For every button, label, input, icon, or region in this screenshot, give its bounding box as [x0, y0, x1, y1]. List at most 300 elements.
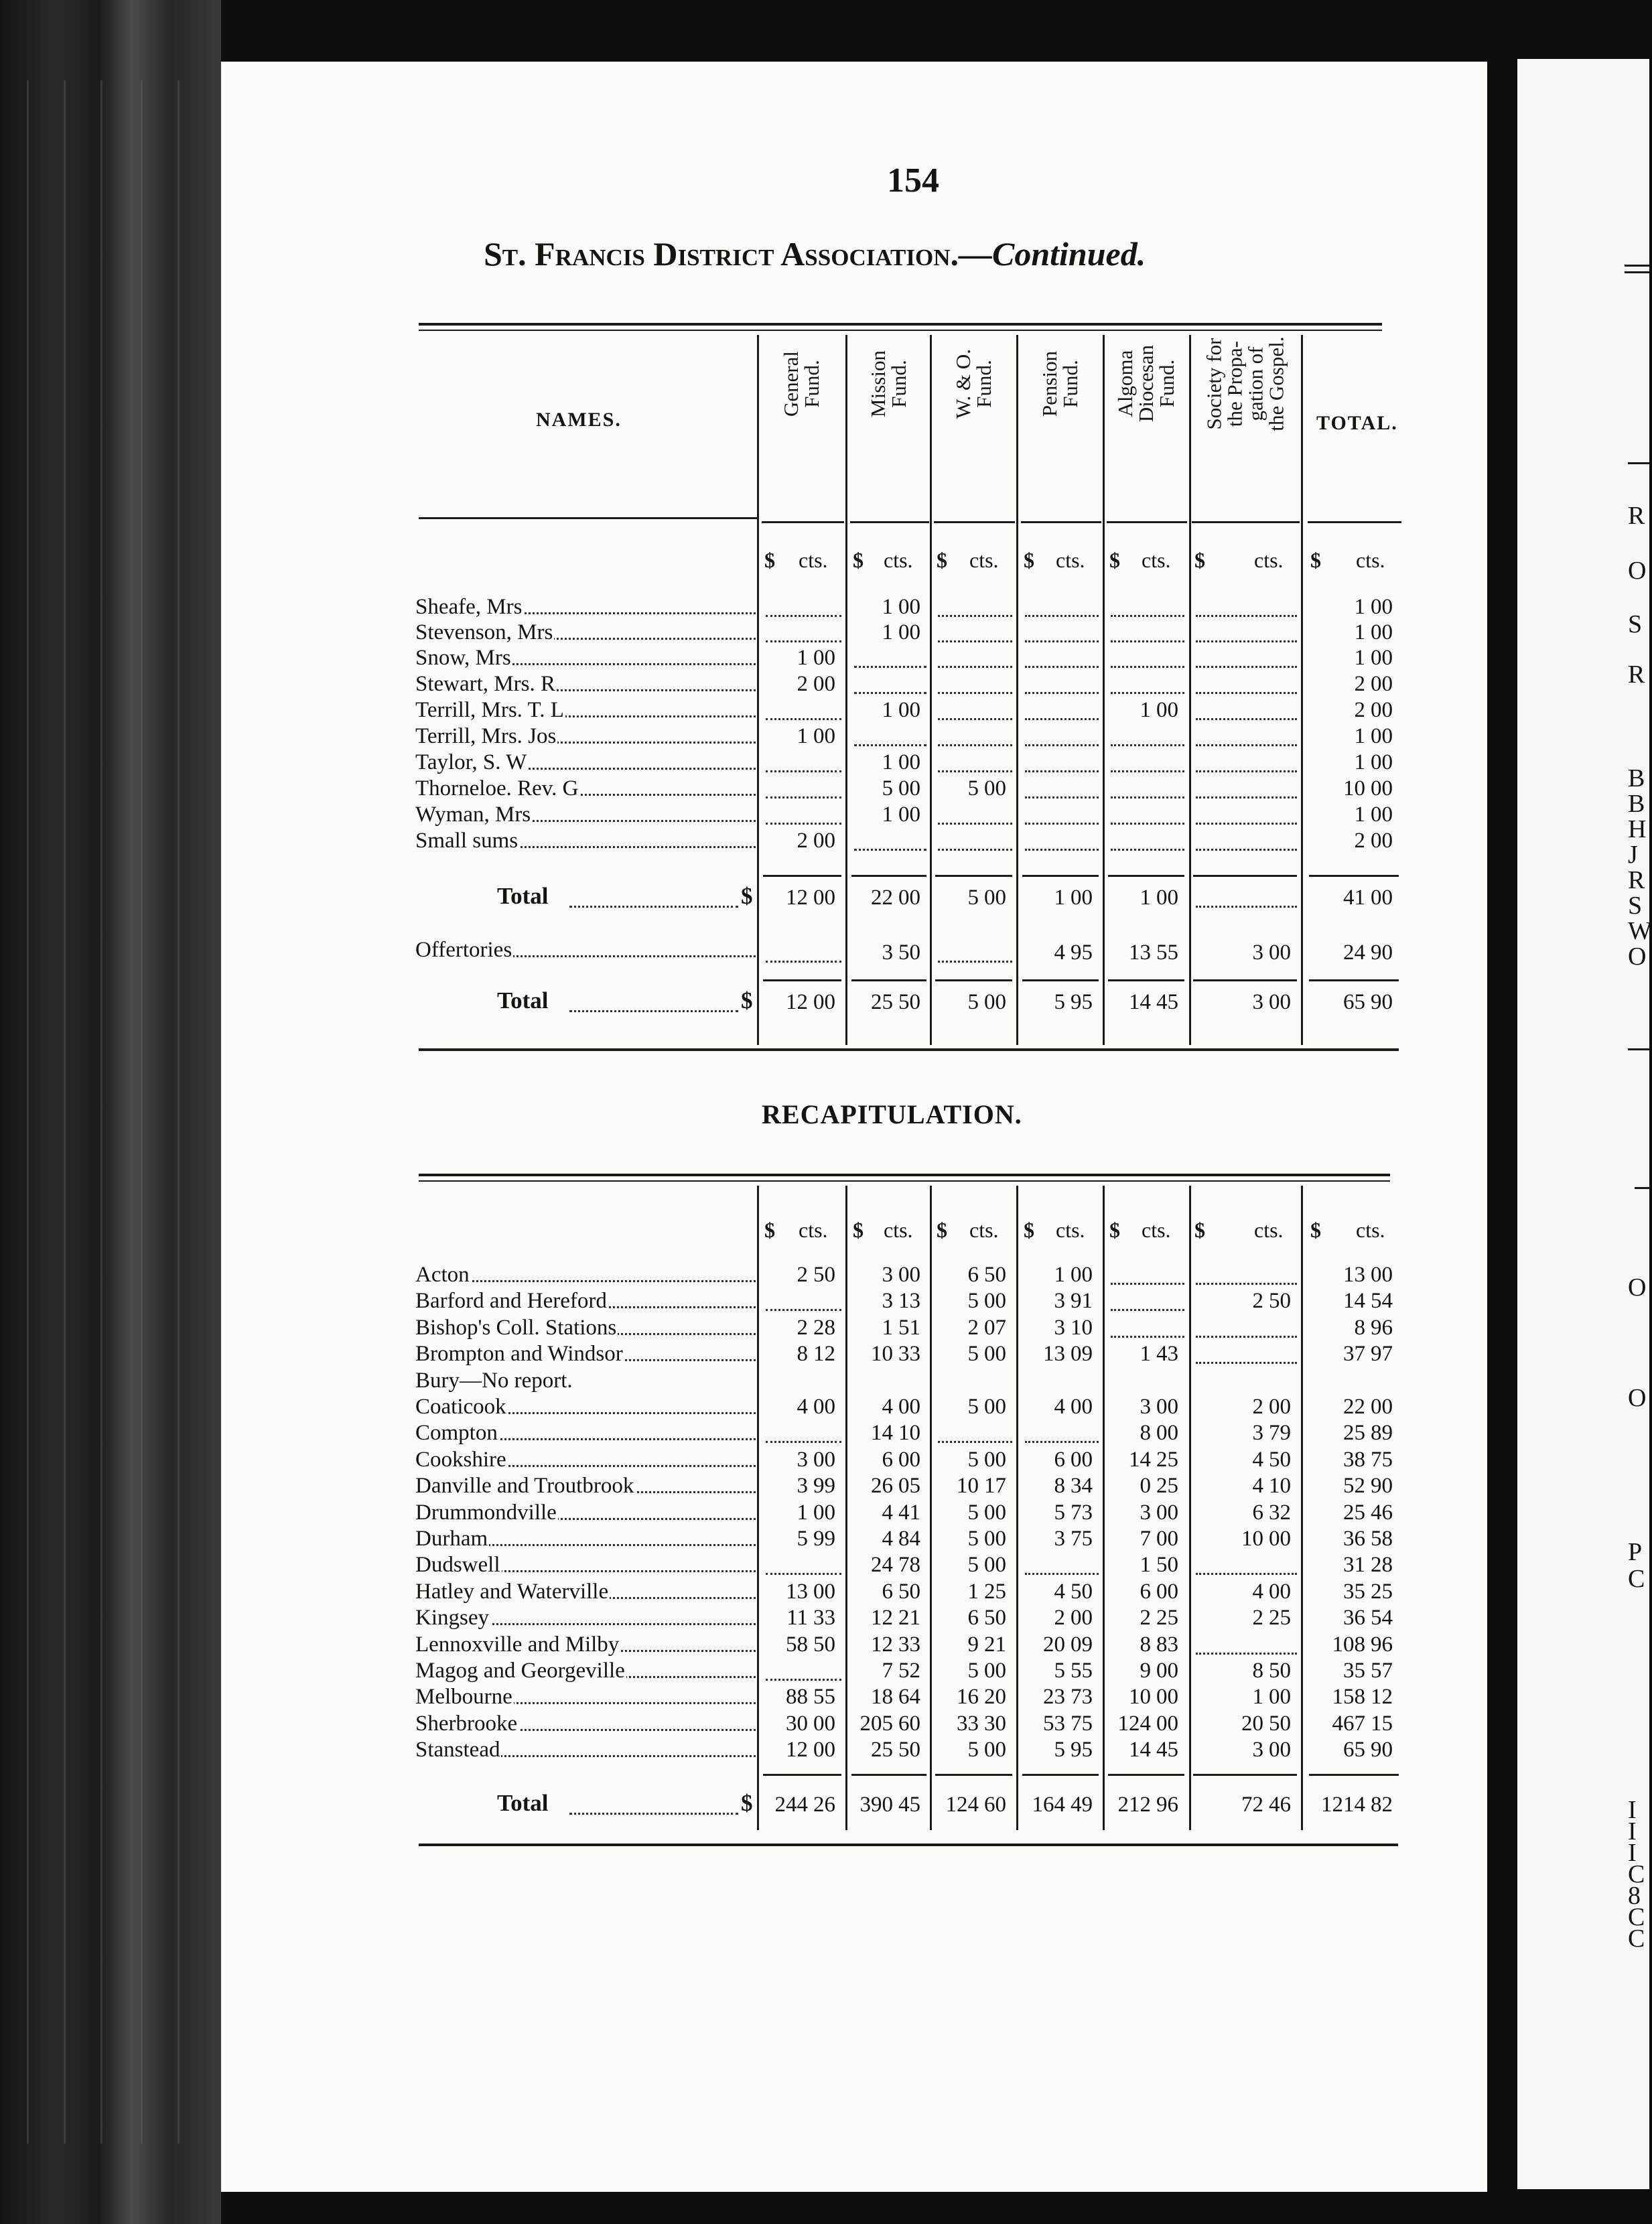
adjacent-page-letter: I	[1628, 1839, 1637, 1867]
cents-unit: cts.	[799, 1218, 828, 1242]
amount-dollars: 10	[1241, 1527, 1263, 1551]
column-divider	[930, 335, 932, 1045]
amount-cents: 00	[813, 1395, 835, 1419]
empty-cell-leader	[938, 640, 1012, 642]
empty-cell-leader	[1196, 615, 1297, 617]
amount-dollars: 1	[1252, 1685, 1263, 1709]
amount-dollars: 5	[967, 1659, 979, 1683]
amount-dollars: 124	[945, 1793, 979, 1817]
grand-total-rule	[1022, 1774, 1099, 1776]
column-divider	[1103, 1186, 1105, 1830]
amount-dollars: 2	[1354, 698, 1365, 722]
empty-cell-leader	[1025, 666, 1099, 668]
empty-cell-leader	[938, 744, 1012, 746]
adjacent-page-letter: C	[1628, 1925, 1645, 1953]
amount-dollars: 20	[1241, 1712, 1263, 1736]
amount-dollars: 1	[1054, 886, 1065, 910]
amount-cents: 25	[1156, 1606, 1178, 1630]
amount-dollars: 5	[967, 1448, 979, 1472]
empty-cell-leader	[1025, 849, 1099, 851]
amount-dollars: 164	[1032, 1793, 1065, 1817]
empty-cell-leader	[1196, 1573, 1297, 1575]
row-name	[415, 1527, 756, 1551]
amount-cents: 82	[1371, 1793, 1393, 1817]
dollar-unit: $	[1024, 548, 1034, 572]
amount-dollars: 1	[1354, 803, 1365, 827]
amount-dollars: 8	[1140, 1632, 1151, 1657]
amount-cents: 83	[1156, 1632, 1178, 1657]
subtotal-rule	[1309, 875, 1399, 877]
table-top-rule-thin	[419, 330, 1382, 331]
amount-cents: 00	[984, 1501, 1006, 1525]
adjacent-page-letter: S	[1628, 610, 1643, 638]
amount-dollars: 1	[797, 646, 808, 670]
amount-dollars: 8	[797, 1342, 808, 1366]
empty-cell-leader	[1025, 770, 1099, 772]
amount-dollars: 3	[1252, 1738, 1263, 1762]
amount-dollars: 8	[1140, 1421, 1151, 1445]
empty-cell-leader	[938, 615, 1012, 617]
name-label: Coaticook	[415, 1395, 506, 1419]
amount-cents: 45	[1156, 990, 1178, 1014]
amount-dollars: 14	[871, 1421, 893, 1445]
column-header-line: General	[779, 350, 803, 417]
amount-dollars: 1	[882, 803, 893, 827]
amount-cents: 00	[813, 829, 835, 853]
column-divider	[1301, 1186, 1303, 1830]
amount-cents: 00	[1269, 1527, 1291, 1551]
amount-dollars: 1	[882, 595, 893, 619]
row-name	[415, 1369, 756, 1393]
row-name	[415, 1501, 756, 1525]
amount-dollars: 5	[967, 1738, 979, 1762]
subtotal-rule	[1193, 979, 1297, 981]
row-name	[415, 1421, 756, 1446]
column-header-line: Mission	[866, 350, 890, 417]
amount-cents: 00	[984, 776, 1006, 801]
recap-top-rule-thin	[419, 1180, 1390, 1182]
name-label: Compton	[415, 1421, 498, 1445]
empty-cell-leader	[1196, 1653, 1297, 1655]
amount-cents: 00	[1071, 1263, 1093, 1287]
amount-dollars: 8	[1054, 1474, 1065, 1498]
amount-dollars: 13	[1343, 1263, 1365, 1287]
amount-dollars: 36	[1343, 1606, 1365, 1630]
name-label: Acton	[415, 1263, 470, 1287]
adjacent-page-letter: O	[1628, 1273, 1647, 1302]
amount-dollars: 6	[1140, 1580, 1151, 1604]
amount-dollars: 22	[871, 886, 893, 910]
amount-cents: 00	[984, 1395, 1006, 1419]
name-label: Sheafe, Mrs	[415, 595, 523, 619]
amount-cents: 00	[813, 1501, 835, 1525]
amount-dollars: 4	[1054, 1395, 1065, 1419]
amount-dollars: 8	[1354, 1316, 1365, 1340]
amount-cents: 78	[898, 1553, 920, 1577]
amount-cents: 90	[1371, 941, 1393, 965]
cents-unit: cts.	[1056, 548, 1085, 572]
cents-unit: cts.	[884, 1218, 913, 1242]
amount-dollars: 33	[957, 1712, 979, 1736]
amount-cents: 50	[898, 941, 920, 965]
dollar-unit: $	[853, 1218, 864, 1242]
amount-dollars: 24	[871, 1553, 893, 1577]
empty-cell-leader	[1196, 718, 1297, 720]
amount-cents: 43	[1156, 1342, 1178, 1366]
amount-cents: 07	[984, 1316, 1006, 1340]
amount-dollars: 52	[1343, 1474, 1365, 1498]
amount-dollars: 4	[882, 1527, 893, 1551]
amount-cents: 84	[898, 1527, 920, 1551]
empty-cell-leader	[938, 1441, 1012, 1443]
amount-dollars: 4	[1252, 1580, 1263, 1604]
amount-dollars: 1214	[1321, 1793, 1365, 1817]
adjacent-page-letter: O	[1628, 943, 1647, 971]
amount-dollars: 2	[797, 829, 808, 853]
amount-cents: 00	[984, 990, 1006, 1014]
header-bottom-rule	[934, 521, 1015, 523]
amount-dollars: 1	[1140, 1342, 1151, 1366]
amount-cents: 15	[1371, 1712, 1393, 1736]
empty-cell-leader	[1025, 823, 1099, 825]
title-main: St. Francis District Association.	[484, 235, 959, 273]
name-label: Lennoxville and Milby	[415, 1632, 620, 1657]
amount-cents: 00	[1371, 829, 1393, 853]
adjacent-page-letter: P	[1628, 1538, 1643, 1566]
adjacent-page-rule	[1628, 1048, 1649, 1050]
amount-cents: 33	[898, 1632, 920, 1657]
column-header-line: Fund.	[1058, 359, 1082, 408]
title-continued: —Continued.	[958, 235, 1146, 273]
amount-cents: 33	[813, 1606, 835, 1630]
amount-dollars: 3	[1140, 1501, 1151, 1525]
amount-cents: 00	[1071, 1395, 1093, 1419]
amount-dollars: 124	[1117, 1712, 1151, 1736]
empty-cell-leader	[938, 961, 1012, 963]
empty-cell-leader	[1196, 1362, 1297, 1364]
amount-dollars: 1	[882, 698, 893, 722]
name-label: Stevenson, Mrs	[415, 620, 553, 644]
amount-dollars: 10	[871, 1342, 893, 1366]
column-header	[1167, 336, 1324, 431]
amount-cents: 54	[1371, 1289, 1393, 1313]
adjacent-page-letter: O	[1628, 557, 1647, 585]
empty-cell-leader	[766, 1679, 841, 1681]
amount-cents: 05	[898, 1474, 920, 1498]
empty-cell-leader	[1196, 1283, 1297, 1285]
grand-total-rule	[763, 1774, 841, 1776]
amount-dollars: 18	[871, 1685, 893, 1709]
row-name	[415, 829, 756, 853]
amount-dollars: 5	[797, 1527, 808, 1551]
dollar-unit: $	[1109, 548, 1120, 572]
amount-cents: 00	[1156, 1580, 1178, 1604]
amount-dollars: 9	[967, 1632, 979, 1657]
subtotal-rule	[1193, 875, 1297, 877]
amount-dollars: 30	[786, 1712, 808, 1736]
amount-dollars: 4	[797, 1395, 808, 1419]
table-bottom-rule	[419, 1048, 1399, 1051]
amount-dollars: 3	[882, 1289, 893, 1313]
amount-dollars: 5	[1054, 1659, 1065, 1683]
amount-cents: 00	[813, 1448, 835, 1472]
row-name	[415, 1395, 756, 1419]
amount-cents: 96	[1371, 1632, 1393, 1657]
amount-cents: 00	[813, 1738, 835, 1762]
adjacent-page-letter: R	[1628, 502, 1645, 530]
amount-cents: 00	[813, 646, 835, 670]
grand-total-rule	[1193, 1774, 1297, 1776]
total-dollar-sign: $	[741, 1790, 753, 1816]
subtotal-rule	[851, 979, 926, 981]
amount-dollars: 1	[1354, 750, 1365, 774]
amount-cents: 00	[813, 1712, 835, 1736]
amount-cents: 00	[898, 595, 920, 619]
name-label: Taylor, S. W	[415, 750, 527, 774]
empty-cell-leader	[1196, 906, 1297, 908]
adjacent-page-letter: C	[1628, 1860, 1645, 1888]
amount-cents: 00	[1156, 886, 1178, 910]
column-divider	[1016, 335, 1018, 1045]
amount-cents: 00	[1371, 803, 1393, 827]
amount-dollars: 4	[1054, 1580, 1065, 1604]
amount-cents: 26	[813, 1793, 835, 1817]
row-name	[415, 1289, 756, 1314]
amount-dollars: 5	[967, 1395, 979, 1419]
amount-cents: 50	[1156, 1553, 1178, 1577]
amount-cents: 00	[984, 1659, 1006, 1683]
amount-cents: 00	[1371, 886, 1393, 910]
amount-cents: 55	[1156, 941, 1178, 965]
empty-cell-leader	[938, 849, 1012, 851]
empty-cell-leader	[766, 640, 841, 642]
column-divider	[1103, 335, 1105, 1045]
adjacent-page-letter: W	[1628, 917, 1652, 945]
name-label: Offertories	[415, 938, 512, 962]
amount-cents: 00	[984, 1342, 1006, 1366]
amount-cents: 25	[1371, 1580, 1393, 1604]
empty-cell-leader	[1111, 849, 1184, 851]
amount-dollars: 212	[1117, 1793, 1151, 1817]
amount-dollars: 65	[1343, 990, 1365, 1014]
amount-dollars: 12	[871, 1606, 893, 1630]
row-name	[415, 1580, 756, 1604]
adjacent-page-rule	[1635, 1187, 1649, 1189]
amount-dollars: 3	[1252, 1421, 1263, 1445]
amount-cents: 00	[898, 750, 920, 774]
grand-total-rule	[851, 1774, 926, 1776]
amount-dollars: 5	[1054, 1501, 1065, 1525]
row-name	[415, 1474, 756, 1499]
amount-cents: 96	[1371, 1316, 1393, 1340]
amount-cents: 60	[898, 1712, 920, 1736]
amount-cents: 54	[1371, 1606, 1393, 1630]
dollar-unit: $	[1024, 1218, 1034, 1242]
column-header-line: the Gospel.	[1264, 336, 1288, 431]
amount-dollars: 1	[1354, 595, 1365, 619]
dollar-unit: $	[1109, 1218, 1120, 1242]
column-divider	[757, 1186, 759, 1830]
row-name	[415, 1448, 756, 1472]
amount-cents: 75	[1371, 1448, 1393, 1472]
amount-cents: 58	[1371, 1527, 1393, 1551]
amount-dollars: 12	[871, 1632, 893, 1657]
empty-cell-leader	[854, 692, 926, 694]
amount-cents: 73	[1071, 1685, 1093, 1709]
header-bottom-rule	[1107, 521, 1187, 523]
name-label: Snow, Mrs	[415, 646, 511, 670]
amount-cents: 50	[1071, 1580, 1093, 1604]
empty-cell-leader	[1111, 770, 1184, 772]
amount-dollars: 24	[1343, 941, 1365, 965]
empty-cell-leader	[766, 1441, 841, 1443]
cents-unit: cts.	[1056, 1218, 1085, 1242]
amount-dollars: 3	[797, 1474, 808, 1498]
amount-dollars: 4	[1252, 1474, 1263, 1498]
empty-cell-leader	[854, 849, 926, 851]
amount-cents: 00	[1371, 620, 1393, 644]
amount-dollars: 2	[1252, 1395, 1263, 1419]
amount-cents: 00	[1156, 698, 1178, 722]
empty-cell-leader	[1111, 666, 1184, 668]
amount-cents: 50	[898, 1738, 920, 1762]
empty-cell-leader	[938, 692, 1012, 694]
amount-cents: 00	[1156, 1712, 1178, 1736]
empty-cell-leader	[1025, 1573, 1099, 1575]
empty-cell-leader	[938, 718, 1012, 720]
total-dollar-sign: $	[741, 987, 753, 1014]
amount-cents: 52	[898, 1659, 920, 1683]
row-name	[415, 938, 756, 963]
name-label: Kingsey	[415, 1606, 489, 1630]
name-label: Drummondville	[415, 1501, 557, 1525]
amount-dollars: 7	[1140, 1527, 1151, 1551]
amount-dollars: 1	[797, 1501, 808, 1525]
header-bottom-rule	[1021, 521, 1101, 523]
amount-dollars: 12	[786, 1738, 808, 1762]
amount-cents: 51	[898, 1316, 920, 1340]
amount-dollars: 390	[859, 1793, 893, 1817]
amount-cents: 46	[1269, 1793, 1291, 1817]
adjacent-page-letter: J	[1628, 841, 1638, 869]
empty-cell-leader	[938, 823, 1012, 825]
amount-dollars: 3	[797, 1448, 808, 1472]
amount-cents: 00	[1156, 1395, 1178, 1419]
empty-cell-leader	[766, 1573, 841, 1575]
amount-cents: 99	[813, 1527, 835, 1551]
amount-dollars: 5	[967, 1342, 979, 1366]
column-header-line: Pension	[1038, 350, 1061, 417]
amount-dollars: 2	[797, 1316, 808, 1340]
amount-cents: 00	[1269, 941, 1291, 965]
amount-dollars: 108	[1332, 1632, 1365, 1657]
amount-cents: 55	[1071, 1659, 1093, 1683]
amount-cents: 21	[898, 1606, 920, 1630]
amount-dollars: 5	[1054, 1738, 1065, 1762]
amount-cents: 75	[1071, 1712, 1093, 1736]
empty-cell-leader	[1025, 615, 1099, 617]
row-name	[415, 803, 756, 827]
amount-cents: 33	[898, 1342, 920, 1366]
amount-cents: 25	[1156, 1448, 1178, 1472]
row-name	[415, 1685, 756, 1710]
amount-dollars: 6	[967, 1263, 979, 1287]
amount-dollars: 1	[1354, 620, 1365, 644]
cents-unit: cts.	[1356, 1218, 1385, 1242]
amount-dollars: 41	[1343, 886, 1365, 910]
cents-unit: cts.	[1254, 548, 1284, 572]
amount-dollars: 6	[1252, 1501, 1263, 1525]
amount-dollars: 10	[957, 1474, 979, 1498]
names-header: NAMES.	[536, 409, 622, 431]
name-label: Cookshire	[415, 1448, 506, 1472]
dollar-unit: $	[764, 548, 775, 572]
amount-cents: 00	[1071, 1606, 1093, 1630]
amount-dollars: 37	[1343, 1342, 1365, 1366]
cents-unit: cts.	[1142, 548, 1171, 572]
amount-cents: 09	[1071, 1342, 1093, 1366]
amount-cents: 00	[1156, 1527, 1178, 1551]
amount-cents: 00	[1156, 1421, 1178, 1445]
adjacent-page-letter: S	[1628, 892, 1643, 920]
amount-dollars: 5	[967, 776, 979, 801]
column-header-line: W. & O.	[951, 348, 975, 419]
amount-dollars: 22	[1343, 1395, 1365, 1419]
amount-dollars: 7	[882, 1659, 893, 1683]
adjacent-page-letter: I	[1628, 1796, 1637, 1824]
amount-dollars: 2	[1354, 672, 1365, 696]
amount-dollars: 10	[1343, 776, 1365, 801]
amount-dollars: 5	[882, 776, 893, 801]
amount-dollars: 35	[1343, 1580, 1365, 1604]
amount-cents: 50	[1269, 1659, 1291, 1683]
amount-dollars: 0	[1140, 1474, 1151, 1498]
total-label: Total	[497, 883, 549, 909]
amount-dollars: 10	[1129, 1685, 1151, 1709]
name-label: Barford and Hereford	[415, 1289, 607, 1313]
dollar-unit: $	[853, 548, 864, 572]
amount-cents: 00	[1156, 1685, 1178, 1709]
amount-cents: 99	[813, 1474, 835, 1498]
amount-cents: 50	[1269, 1712, 1291, 1736]
amount-dollars: 1	[882, 750, 893, 774]
amount-dollars: 14	[1129, 1738, 1151, 1762]
amount-dollars: 5	[967, 1553, 979, 1577]
empty-cell-leader	[1025, 796, 1099, 798]
amount-dollars: 2	[1140, 1606, 1151, 1630]
page-title	[484, 234, 1146, 273]
grand-total-rule	[1108, 1774, 1184, 1776]
empty-cell-leader	[1196, 744, 1297, 746]
amount-cents: 50	[1269, 1289, 1291, 1313]
column-header-line: Fund.	[800, 359, 824, 408]
amount-dollars: 1	[1140, 886, 1151, 910]
adjacent-page-letter: R	[1628, 866, 1645, 894]
empty-cell-leader	[1025, 718, 1099, 720]
total-leader	[569, 1813, 738, 1815]
name-label: Small sums	[415, 829, 519, 853]
amount-dollars: 25	[1343, 1421, 1365, 1445]
amount-cents: 50	[1269, 1448, 1291, 1472]
amount-dollars: 1	[882, 620, 893, 644]
amount-cents: 00	[1156, 1659, 1178, 1683]
amount-cents: 00	[984, 1289, 1006, 1313]
empty-cell-leader	[766, 961, 841, 963]
amount-dollars: 1	[1354, 724, 1365, 748]
amount-dollars: 14	[1129, 990, 1151, 1014]
amount-cents: 30	[984, 1712, 1006, 1736]
empty-cell-leader	[854, 744, 926, 746]
